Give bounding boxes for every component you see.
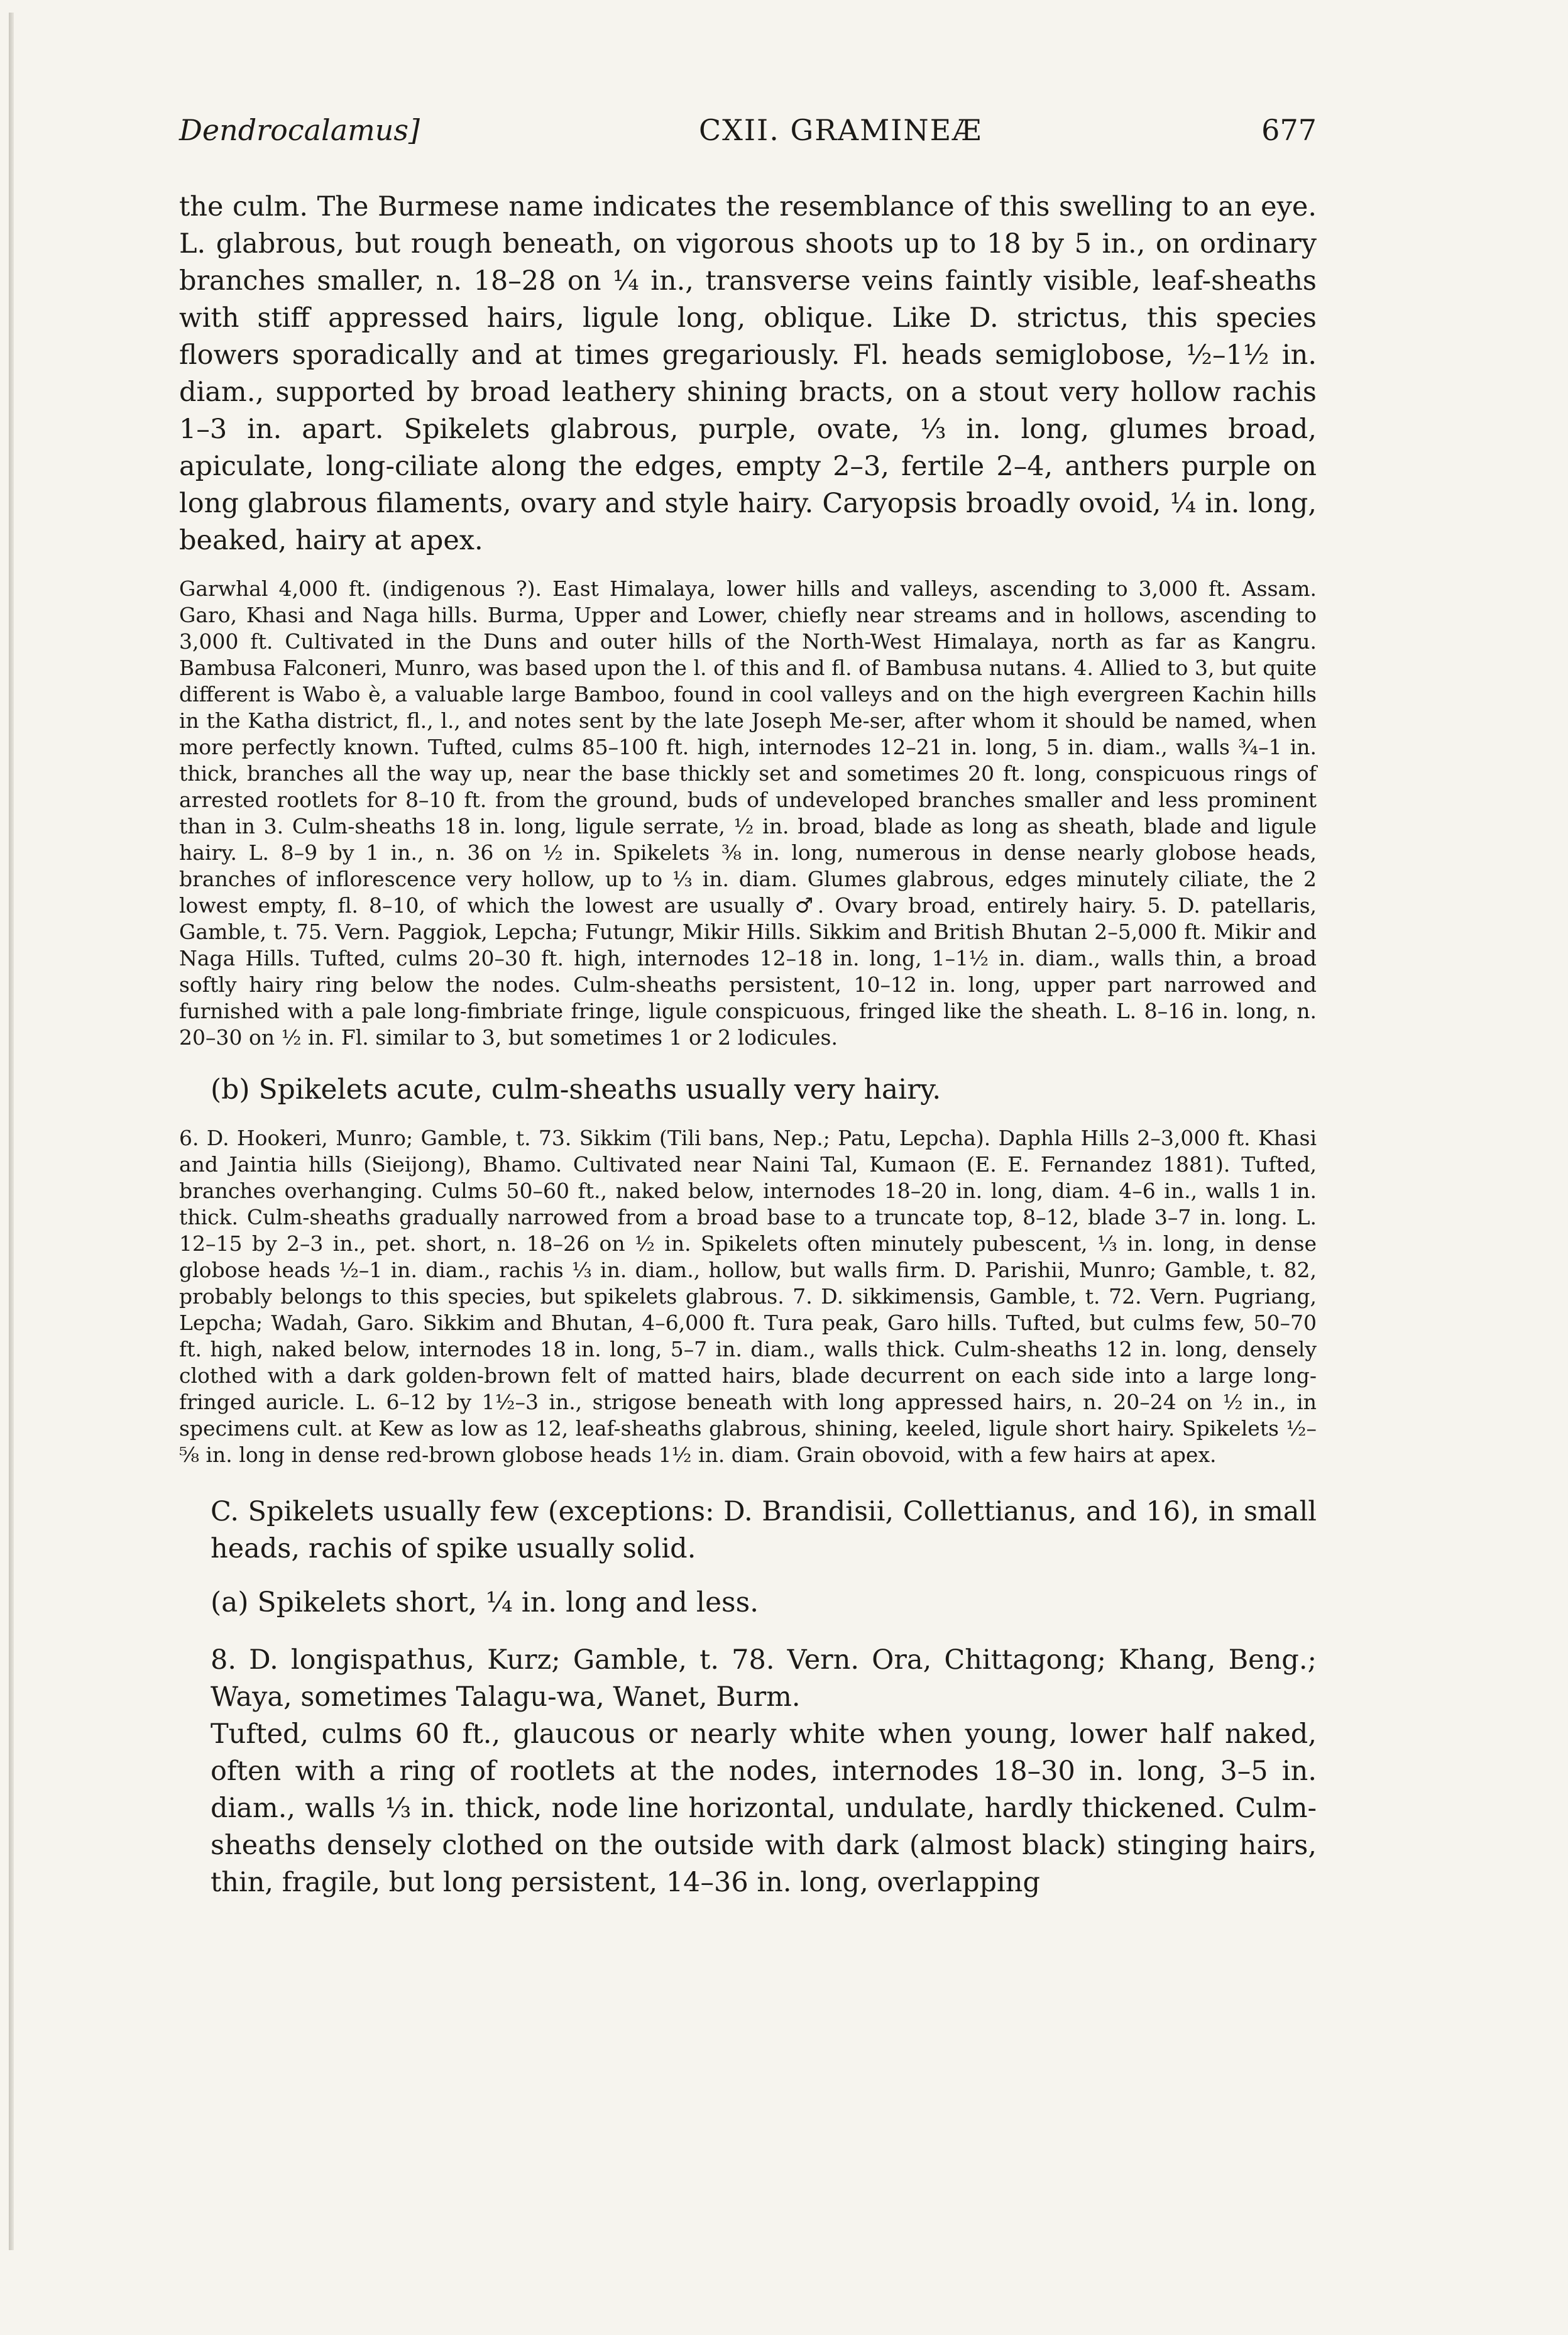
heading-b: (b) Spikelets acute, culm-sheaths usually very hairy. bbox=[211, 1074, 941, 1106]
header-family: CXII. GRAMINEÆ bbox=[698, 113, 983, 147]
page-edge-shadow bbox=[9, 13, 14, 2250]
heading-c: C. Spikelets usually few (exceptions: D. Brandisii, Collettianus, and 16), in small heads, rachis of spike usually solid. bbox=[211, 1496, 1317, 1564]
paragraph-species-6-7: 6. D. Hookeri, Munro; Gamble, t. 73. Sikkim (Tili bans, Nep.; Patu, Lepcha). Daphla Hills 2–3,000 ft. Khasi and Jaintia hills (Sieijong), Bhamo. Cultivated near Naini Tal, Kumaon (E. E. Fernandez 1881). Tufted, branches overhanging. Culms 50–60 ft., naked below, internodes 18–20 in. long, diam. 4–6 in., walls 1 in. thick. Culm-sheaths gradually narrowed from a broad base to a truncate top, 8–12, blade 3–7 in. long. L. 12–15 by 2–3 in., pet. short, n. 18–26 on ½ in. Spikelets often minutely pubescent, ⅓ in. long, in dense globose heads ½–1 in. diam., rachis ⅓ in. diam., hollow, but walls firm. D. Parishii, Munro; Gamble, t. 82, probably belongs to this species, but spikelets glabrous. 7. D. sikkimensis, Gamble, t. 72. Vern. Pugriang, Lepcha; Wadah, Garo. Sikkim and Bhutan, 4–6,000 ft. Tura peak, Garo hills. Tufted, but culms few, 50–70 ft. high, naked below, internodes 18 in. long, 5–7 in. diam., walls thick. Culm-sheaths 12 in. long, densely clothed with a dark golden-brown felt of matted hairs, blade decurrent on each side into a large long-fringed auricle. L. 6–12 by 1½–3 in., strigose beneath with long appressed hairs, n. 20–24 on ½ in., in specimens cult. at Kew as low as 12, leaf-sheaths glabrous, shining, keeled, ligule short hairy. Spikelets ½–⅝ in. long in dense red-brown globose heads 1½ in. diam. Grain obovoid, with a few hairs at apex. bbox=[179, 1126, 1317, 1467]
running-header bbox=[179, 113, 1317, 189]
species-8-title: 8. D. longispathus, Kurz; Gamble, t. 78. Vern. Ora, Chittagong; Khang, Beng.; Waya, sometimes Talagu-wa, Wanet, Burm. bbox=[211, 1644, 1317, 1713]
paragraph-distribution: Garwhal 4,000 ft. (indigenous ?). East Himalaya, lower hills and valleys, ascending to 3,000 ft. Assam. Garo, Khasi and Naga hills. Burma, Upper and Lower, chiefly near streams and in hollows, ascending to 3,000 ft. Cultivated in the Duns and outer hills of the North-West Himalaya, north as far as Kangru. Bambusa Falconeri, Munro, was based upon the l. of this and fl. of Bambusa nutans. 4. Allied to 3, but quite different is Wabo è, a valuable large Bamboo, found in cool valleys and on the high evergreen Kachin hills in the Katha district, fl., l., and notes sent by the late Joseph Me-ser, after whom it should be named, when more perfectly known. Tufted, culms 85–100 ft. high, internodes 12–21 in. long, 5 in. diam., walls ¾–1 in. thick, branches all the way up, near the base thickly set and sometimes 20 ft. long, conspicuous rings of arrested rootlets for 8–10 ft. from the ground, buds of undeveloped branches smaller and less prominent than in 3. Culm-sheaths 18 in. long, ligule serrate, ½ in. broad, blade as long as sheath, blade and ligule hairy. L. 8–9 by 1 in., n. 36 on ½ in. Spikelets ⅜ in. long, numerous in dense nearly globose heads, branches of inflorescence very hollow, up to ⅓ in. diam. Glumes glabrous, edges minutely ciliate, the 2 lowest empty, fl. 8–10, of which the lowest are usually ♂. Ovary broad, entirely hairy. 5. D. patellaris, Gamble, t. 75. Vern. Paggiok, Lepcha; Futungr, Mikir Hills. Sikkim and British Bhutan 2–5,000 ft. Mikir and Naga Hills. Tufted, culms 20–30 ft. high, internodes 12–18 in. long, 1–1½ in. diam., walls thin, a broad softly hairy ring below the nodes. Culm-sheaths persistent, 10–12 in. long, upper part narrowed and furnished with a pale long-fimbriate fringe, ligule conspicuous, fringed like the sheath. L. 8–16 in. long, n. 20–30 on ½ in. Fl. similar to 3, but sometimes 1 or 2 lodicules. bbox=[179, 576, 1317, 1050]
heading-a: (a) Spikelets short, ¼ in. long and less. bbox=[211, 1586, 759, 1618]
species-8-description: Tufted, culms 60 ft., glaucous or nearly white when young, lower half naked, often with a ring of rootlets at the nodes, internodes 18–30 in. long, 3–5 in. diam., walls ⅓ in. thick, node line horizontal, undulate, hardly thickened. Culm-sheaths densely clothed on the outside with dark (almost black) stinging hairs, thin, fragile, but long persistent, 14–36 in. long, overlapping bbox=[211, 1718, 1317, 1898]
paragraph-main: the culm. The Burmese name indicates the resemblance of this swelling to an eye. L. glabrous, but rough beneath, on vigorous shoots up to 18 by 5 in., on ordinary branches smaller, n. 18–28 on ¼ in., transverse veins faintly visible, leaf-sheaths with stiff appressed hairs, ligule long, oblique. Like D. strictus, this species flowers sporadically and at times gregariously. Fl. heads semiglobose, ½–1½ in. diam., supported by broad leathery shining bracts, on a stout very hollow rachis 1–3 in. apart. Spikelets glabrous, purple, ovate, ⅓ in. long, glumes broad, apiculate, long-ciliate along the edges, empty 2–3, fertile 2–4, anthers purple on long glabrous filaments, ovary and style hairy. Caryopsis broadly ovoid, ¼ in. long, beaked, hairy at apex. bbox=[179, 191, 1317, 556]
page-number: 677 bbox=[1261, 113, 1317, 147]
page bbox=[179, 113, 1317, 1901]
header-genus: Dendrocalamus] bbox=[179, 113, 420, 147]
